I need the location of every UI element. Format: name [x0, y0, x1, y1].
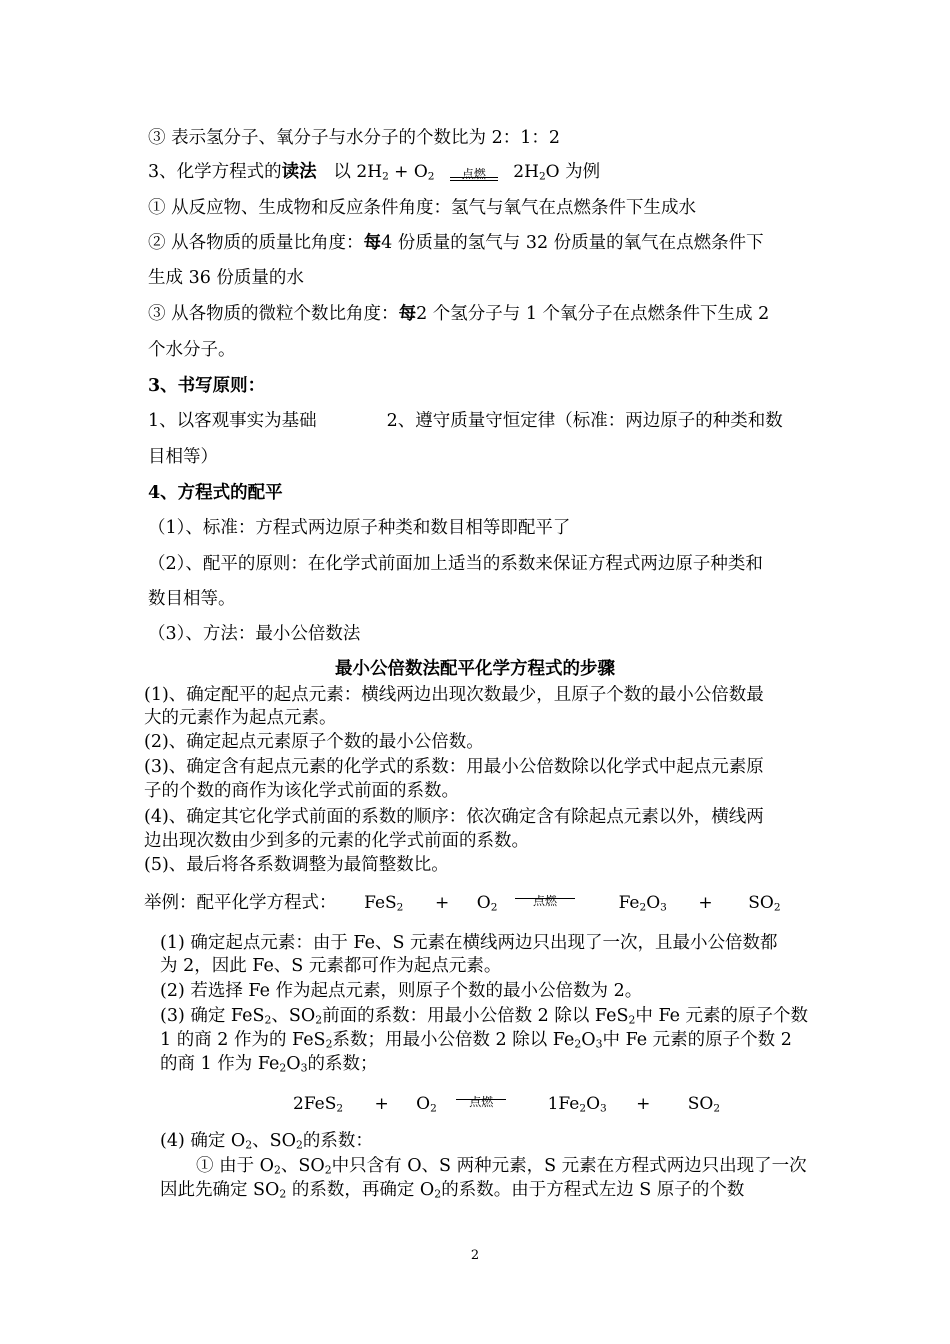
text-line: (4) 确定 $O_2$、$SO_2$的系数： [160, 1131, 373, 1152]
step-line: (3)、确定含有起点元素的化学式的系数：用最小公倍数除以化学式中起点元素原 [144, 757, 764, 777]
text-line: 1 的商 2 作为的 FeS$_2$系数；用最小公倍数 2 除以 $Fe_2O_3$中 Fe 元素的原子个数 2 [160, 1030, 792, 1051]
text-line: （2）、配平的原则：在化学式前面加上适当的系数来保证方程式两边原子种类和 [148, 554, 763, 574]
text-line: (1) 确定起点元素：由于 Fe、S 元素在横线两边只出现了一次，且最小公倍数都 [160, 933, 778, 953]
text-line: ① 由于 $O_2$、$SO_2$中只含有 O、S 两种元素，S 元素在方程式两边只出现了一次 [196, 1156, 807, 1177]
step-line: 子的个数的商作为该化学式前面的系数。 [144, 781, 459, 801]
step-line: (2)、确定起点元素原子个数的最小公倍数。 [144, 732, 484, 752]
text-line: 因此先确定 $SO_2$ 的系数，再确定 $O_2$的系数。由于方程式左边 S 原子的个数 [160, 1180, 745, 1201]
text-line: 个水分子。 [148, 340, 236, 360]
section-title: 最小公倍数法配平化学方程式的步骤 [335, 659, 615, 679]
text-line: 数目相等。 [148, 589, 236, 609]
text-line: ③ 表示氢分子、氧分子与水分子的个数比为 2：1：2 [148, 128, 561, 148]
text-line: 的商 1 作为 $Fe_2O_3$的系数； [160, 1054, 378, 1075]
text-line: （3）、方法：最小公倍数法 [148, 624, 361, 644]
text-line: 1、以客观事实为基础 2、遵守质量守恒定律（标准：两边原子的种类和数 [148, 411, 783, 431]
section-heading: 3、书写原则： [148, 376, 266, 396]
text-line: (3) 确定 FeS$_2$、$SO_2$前面的系数：用最小公倍数 2 除以 FeS$_2$中 Fe 元素的原子个数 [160, 1006, 809, 1027]
balanced-equation-step: $2FeS_2 + O_2$ 点燃 $1Fe_2O_3 + SO_2$ [293, 1094, 721, 1115]
step-line: (1)、确定配平的起点元素：横线两边出现次数最少，且原子个数的最小公倍数最 [144, 685, 764, 705]
section-heading: 4、方程式的配平 [148, 483, 283, 503]
text-line: ① 从反应物、生成物和反应条件角度：氢气与氧气在点燃条件下生成水 [148, 198, 697, 218]
text-line: (2) 若选择 Fe 作为起点元素，则原子个数的最小公倍数为 2。 [160, 981, 643, 1001]
text-line: 目相等） [148, 447, 218, 467]
page-number: 2 [470, 1248, 480, 1263]
step-line: (5)、最后将各系数调整为最简整数比。 [144, 855, 449, 875]
example-equation: 举例：配平化学方程式： $FeS_2 + O_2$ 点燃 $Fe_2O_3 + SO_2$ [144, 893, 781, 914]
equation-water: $2H_2 + O_2$ 点燃 $2H_2O$ [356, 162, 560, 183]
text-line: ③ 从各物质的微粒个数比角度：每2 个氢分子与 1 个氧分子在点燃条件下生成 2 [148, 304, 770, 324]
step-line: 大的元素作为起点元素。 [144, 708, 337, 728]
text-line: ② 从各物质的质量比角度：每4 份质量的氢气与 32 份质量的氧气在点燃条件下 [148, 233, 764, 253]
reaction-arrow: 点燃 [450, 165, 498, 181]
text-line-reading: 3、化学方程式的读法 以 $2H_2 + O_2$ 点燃 $2H_2O$ 为例 [148, 162, 601, 183]
text-line: 为 2，因此 Fe、S 元素都可作为起点元素。 [160, 956, 502, 976]
text-line: （1）、标准：方程式两边原子种类和数目相等即配平了 [148, 518, 571, 538]
text-line: 生成 36 份质量的水 [148, 268, 304, 288]
step-line: (4)、确定其它化学式前面的系数的顺序：依次确定含有除起点元素以外，横线两 [144, 807, 764, 827]
step-line: 边出现次数由少到多的元素的化学式前面的系数。 [144, 831, 529, 851]
